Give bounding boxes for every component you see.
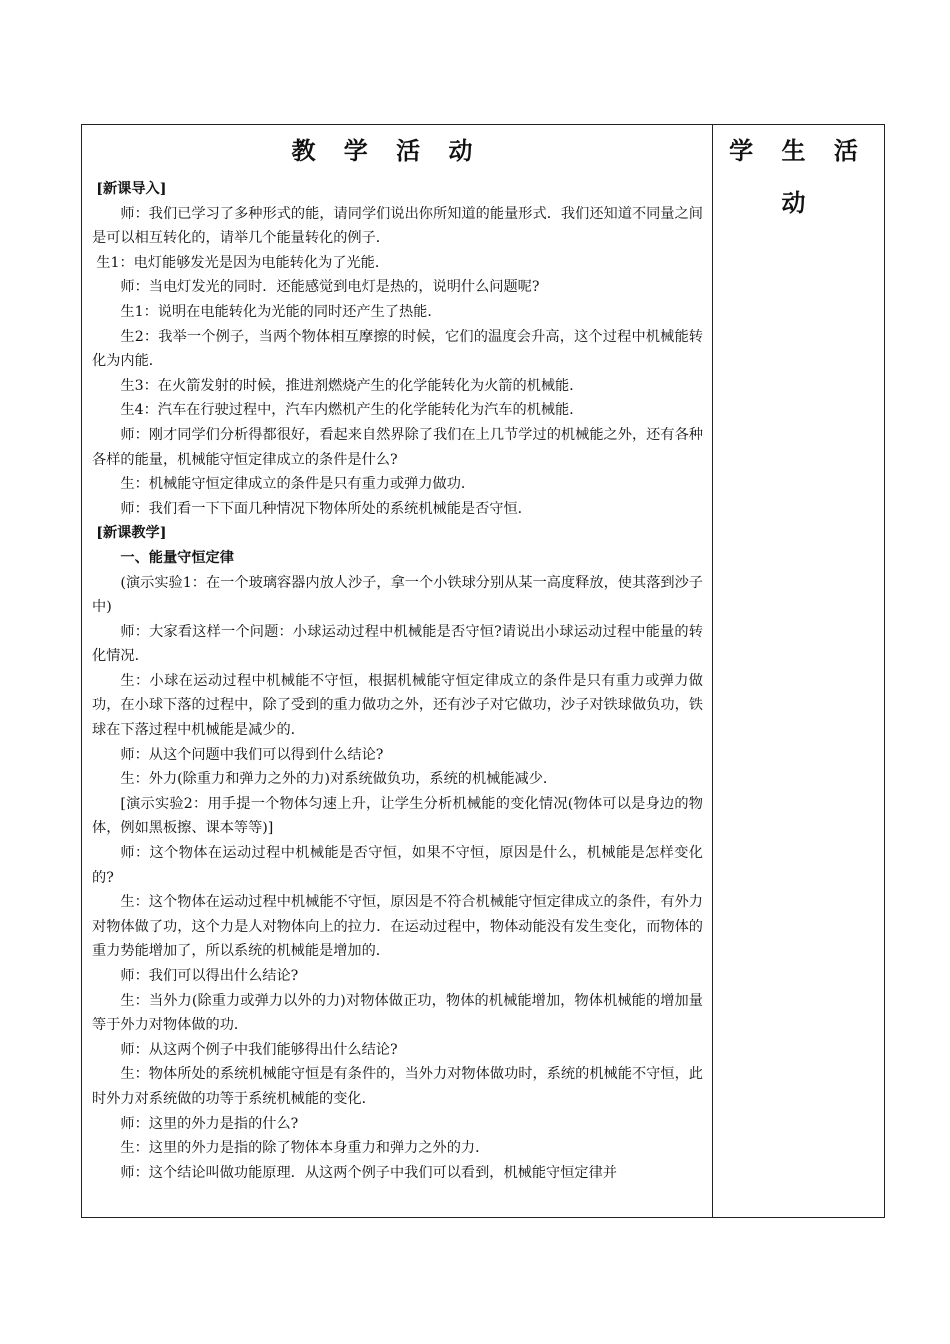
section-heading: [新课导入] — [96, 181, 167, 197]
teaching-activity-content — [82, 177, 712, 1185]
paragraph: 生：物体所处的系统机械能守恒是有条件的，当外力对物体做功时，系统的机械能不守恒，此时外力对系统做的功等于系统机械能的变化． — [92, 1066, 703, 1107]
paragraph: 师：这里的外力是指的什么? — [120, 1115, 299, 1132]
paragraph: 师：这个结论叫做功能原理．从这两个例子中我们可以看到，机械能守恒定律并 — [120, 1164, 617, 1181]
student-activity-column — [713, 125, 884, 1217]
paragraph: 师：当电灯发光的同时．还能感觉到电灯是热的，说明什么问题呢? — [120, 279, 540, 296]
paragraph: 生：外力(除重力和弹力之外的力)对系统做负功，系统的机械能减少． — [120, 771, 558, 788]
paragraph: 师：从这两个例子中我们能够得出什么结论? — [120, 1041, 398, 1058]
student-activity-header: 学 生 活 动 — [729, 137, 868, 217]
paragraph: 生1：电灯能够发光是因为电能转化为了光能． — [96, 254, 390, 271]
section-heading: [新课教学] — [96, 525, 167, 542]
paragraph: 生：机械能守恒定律成立的条件是只有重力或弹力做功． — [120, 476, 476, 493]
lesson-table — [81, 124, 885, 1218]
paragraph: 师：我们可以得出什么结论? — [120, 968, 299, 984]
paragraph: 生3：在火箭发射的时候，推进剂燃烧产生的化学能转化为火箭的机械能． — [120, 377, 584, 394]
paragraph: 师：从这个问题中我们可以得到什么结论? — [120, 746, 384, 763]
paragraph: 师：我们已学习了多种形式的能，请同学们说出你所知道的能量形式．我们还知道不同量之间是可以相互转化的，请举几个能量转化的例子． — [92, 205, 703, 247]
paragraph: [演示实验2：用手提一个物体匀速上升，让学生分析机械能的变化情况(物体可以是身边的物体，例如黑板擦、课本等等)] — [92, 795, 703, 837]
paragraph: 生：当外力(除重力或弹力以外的力)对物体做正功，物体的机械能增加，物体机械能的增加量等于外力对物体做的功． — [92, 992, 703, 1034]
paragraph: 生1：说明在电能转化为光能的同时还产生了热能． — [120, 303, 442, 320]
paragraph: 生：这里的外力是指的除了物体本身重力和弹力之外的力． — [120, 1140, 490, 1157]
paragraph: 师：刚才同学们分析得都很好，看起来自然界除了我们在上几节学过的机械能之外，还有各种各样的能量，机械能守恒定律成立的条件是什么? — [92, 426, 703, 468]
paragraph: (演示实验1：在一个玻璃容器内放人沙子，拿一个小铁球分别从某一高度释放，使其落到沙子中) — [92, 574, 703, 616]
section-heading: 一、能量守恒定律 — [120, 549, 234, 566]
paragraph: 生：小球在运动过程中机械能不守恒，根据机械能守恒定律成立的条件是只有重力或弹力做功，在小球下落的过程中，除了受到的重力做功之外，还有沙子对它做功，沙子对铁球做负功，铁球在下落过程中机械能是减少的． — [92, 672, 703, 739]
paragraph: 师：大家看这样一个问题：小球运动过程中机械能是否守恒?请说出小球运动过程中能量的转化情况． — [92, 623, 703, 665]
teaching-activity-header: 教 学 活 动 — [291, 137, 483, 165]
teaching-activity-column — [82, 125, 713, 1217]
paragraph: 生2：我举一个例子，当两个物体相互摩擦的时候，它们的温度会升高，这个过程中机械能转化为内能． — [92, 328, 703, 370]
paragraph: 师：我们看一下下面几种情况下物体所处的系统机械能是否守恒． — [120, 500, 532, 517]
paragraph: 生：这个物体在运动过程中机械能不守恒，原因是不符合机械能守恒定律成立的条件，有外力对物体做了功，这个力是人对物体向上的拉力．在运动过程中，物体动能没有发生变化，而物体的重力势能增加了，所以系统的机械能是增加的． — [92, 894, 703, 960]
paragraph: 生4：汽车在行驶过程中，汽车内燃机产生的化学能转化为汽车的机械能． — [120, 402, 584, 419]
paragraph: 师：这个物体在运动过程中机械能是否守恒，如果不守恒，原因是什么，机械能是怎样变化的? — [92, 845, 703, 886]
